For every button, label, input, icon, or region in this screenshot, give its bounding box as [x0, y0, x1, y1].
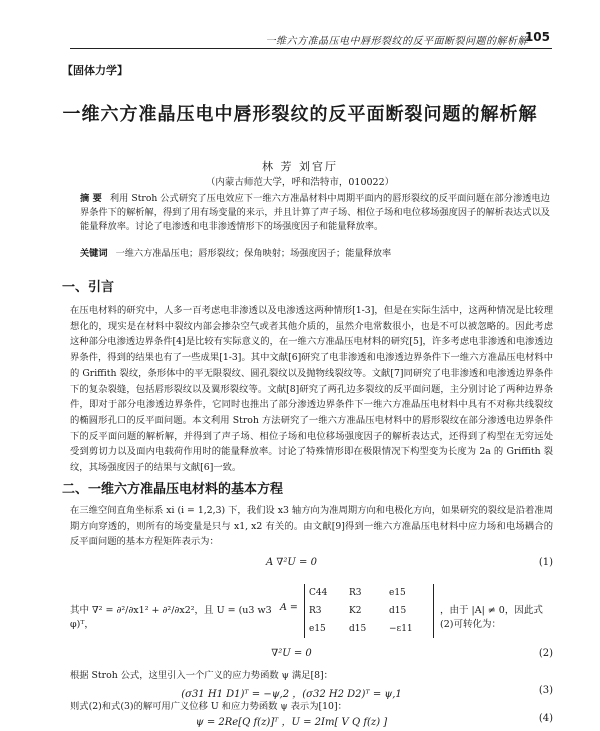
matrix-cell: −ε11: [389, 624, 413, 634]
equation-2: [70, 648, 553, 666]
authors: 林 芳 刘官厅: [262, 160, 338, 173]
matrix-cell: e15: [389, 588, 406, 598]
intro-paragraph: 在压电材料的研究中，人多一百考虑电非渗透以及电渗透这两种情形[1-3]，但是在实际生活中，这两种情况是比较理想化的，现实是在材料中裂纹内部会掺杂空气或者其他介质的，虽然介电常数很小，也是不可以被忽略的。因此考虑这种部分电渗透边界条件[4]是比较有实际意义的，在一维六方准晶压电材料的研究[5]，许多考虑电非渗透和电渗透边界条件，得到的结果也有了一些成果[1-3]。其中文献[6]研究了电非渗透和电渗透边界条件下一维六方准晶压电材料中的 Griffith 裂纹，条形体中的平无限裂纹、圆孔裂纹以及抛物线裂纹等。文献[7]同研究了电非渗透和电渗透边界条件下的复杂裂缝，包括唇形裂纹以及翼形裂纹等。文献[8]研究了两孔边多裂纹的反平面问题，主分别讨论了两种边界条件，即对于部分电渗透边界条件，它同时也推出了部分渗透边界条件下一维六方准晶压电材料中具有不对称共线裂纹的椭圆形孔口的反平面问题。本文利用 Stroh 方法研究了一维六方准晶压电材料中的唇形裂纹在部分渗透电边界条件下的反平面问题的解析解，并得到了声子场、相位子场和电位移场强度因子的解析表达式，还得到了构型在无穷远处受到剪切力以及面内电载荷作用时的能量释放率。讨论了特殊情形即在极限情况下构型变为长度为 2a 的 Griffith 裂纹，其场强度因子的结果与文献[6]一致。: [70, 305, 553, 474]
equation-1: [70, 557, 553, 575]
matrix-cell: e15: [309, 624, 326, 634]
equation-3-after: 则式(2)和式(3)的解可用广义位移 U 和应力势函数 ψ 表示为[10]：: [70, 701, 347, 712]
equation-3-body: (σ31 H1 D1)ᵀ = −ψ,2 ，(σ32 H2 D2)ᵀ = ψ,1: [181, 689, 402, 700]
header-rule: [70, 48, 552, 49]
stroh-intro: 根据 Stroh 公式，这里引入一个广义的应力势函数 ψ 满足[8]：: [70, 670, 333, 681]
matrix-cell: R3: [309, 606, 322, 616]
equation-1-number: (1): [538, 557, 553, 568]
matrix-definition: [70, 584, 553, 644]
equation-2-body: ∇²U = 0: [271, 648, 312, 659]
affiliation: （内蒙古师范大学，呼和浩特市，010022）: [205, 177, 395, 188]
where-tail: ，由于 |A| ≠ 0，因此式(2)可转化为：: [440, 605, 543, 630]
equation-4-body: ψ = 2Re[Q f(z)]ᵀ ，U = 2Im[ V Q f(z) ]: [195, 717, 388, 728]
matrix-cell: d15: [389, 606, 407, 616]
section-tag: 【固体力学】: [62, 64, 128, 77]
equation-2-number: (2): [538, 648, 553, 659]
matrix-cell: d15: [349, 624, 367, 634]
matrix-cell: C44: [309, 588, 328, 598]
abstract-label: 摘 要: [80, 193, 102, 204]
running-header: [0, 28, 600, 50]
matrix-label: A =: [280, 602, 298, 613]
equation-3-number: (3): [538, 685, 553, 696]
running-title: 一维六方准晶压电中唇形裂纹的反平面断裂问题的解析解: [265, 36, 528, 47]
matrix-a: [304, 584, 434, 638]
keywords-label: 关键词: [80, 248, 108, 259]
matrix-cell: K2: [349, 606, 362, 616]
abstract: [80, 192, 550, 234]
where-lead: 其中 ∇² = ∂²/∂x1² + ∂²/∂x2²，且 U = (u3 w3 φ)ᵀ，: [70, 605, 272, 630]
abstract-text: 利用 Stroh 公式研究了压电效应下一维六方准晶材料中周期平面内的唇形裂纹的反平面问题在部分渗透电边界条件下的解析解，得到了用有场变量的来示，并且计算了声子场、相位子场和电位移场强度因子的解析表达式以及能量释放率。讨论了电渗透和电非渗透情形下的场强度因子和能量释放率。: [80, 193, 550, 232]
intro-heading: 一、引言: [62, 280, 115, 295]
matrix-cell: R3: [349, 588, 362, 598]
keywords: [80, 245, 550, 259]
equation-4-number: (4): [538, 713, 553, 724]
paper-title: 一维六方准晶压电中唇形裂纹的反平面断裂问题的解析解: [62, 104, 538, 125]
equation-1-body: A ∇²U = 0: [266, 557, 317, 568]
equation-4: [70, 713, 553, 731]
page-number: 105: [524, 30, 550, 44]
basic-heading: 二、一维六方准晶压电材料的基本方程: [62, 482, 284, 497]
basic-paragraph: 在三维空间直角坐标系 xi (i = 1,2,3) 下，我们设 x3 轴方向为准周期方向和电极化方向，如果研究的裂纹是沿着准周期方向穿透的，则所有的场变量是只与 x1, x2 有关的。由文献[9]得到一维六方准晶压电材料中应力场和电场耦合的反平面问题的基本方程矩阵表示为：: [70, 505, 553, 548]
keywords-text: 一维六方准晶压电；唇形裂纹；保角映射；场强度因子；能量释放率: [115, 248, 392, 259]
